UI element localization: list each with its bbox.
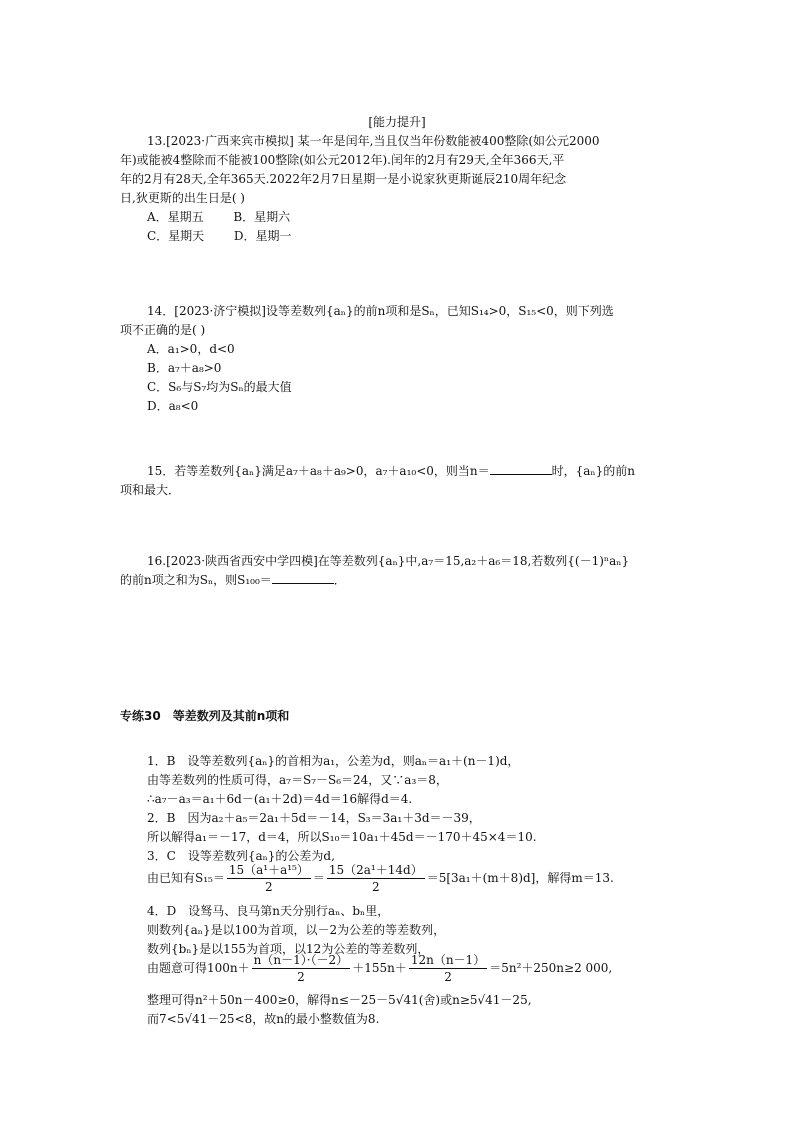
- q14-option-a: A．a₁>0，d<0: [147, 342, 235, 356]
- q15-line-1: 15．若等差数列{aₙ}满足a₇＋a₈＋a₉>0，a₇＋a₁₀<0，则当n＝ 时，{aₙ}的前n: [147, 464, 635, 478]
- q13-line-4: 日,狄更斯的出生日是( ): [120, 191, 245, 205]
- q14-line-1: 14．[2023·济宁模拟]设等差数列{aₙ}的前n项和是Sₙ，已知S₁₄>0，S₁₅<0，则下列选: [147, 304, 614, 318]
- answer-2-line-1: 2．B 因为a₂＋a₅＝2a₁＋5d＝－14，S₃＝3a₁＋3d＝－39，: [147, 811, 481, 825]
- answer-4-line-3: 数列{bₙ}是以155为首项，以12为公差的等差数列，: [147, 942, 430, 956]
- answers-title: 专练30 等差数列及其前n项和: [120, 709, 290, 723]
- answer-4-line-1: 4．D 设驽马、良马第n天分别行aₙ、bₙ里，: [147, 904, 390, 918]
- answer-1-line-2: 由等差数列的性质可得，a₇＝S₇－S₆＝24，又∵a₃＝8，: [147, 773, 448, 787]
- answer-3-fraction-1: $\frac{\text{15（a¹＋a¹⁵）}}{2}$: [228, 863, 309, 894]
- q16-line-1: 16.[2023·陕西省西安中学四模]在等差数列{aₙ}中,a₇＝15,a₂＋a₆＝18,若数列{(－1)ⁿaₙ}: [147, 554, 630, 568]
- q14-option-b: B．a₇＋a₈>0: [147, 361, 222, 375]
- q13-line-3: 年的2月有28天,全年365天.2022年2月7日星期一是小说家狄更斯诞辰210周年纪念: [120, 172, 567, 186]
- answer-1-line-3: ∴a₇－a₃＝a₁＋6d－(a₁＋2d)＝4d＝16解得d＝4.: [147, 792, 413, 806]
- q13-line-2: 年)或能被4整除而不能被100整除(如公元2012年).闰年的2月有29天,全年366天,平: [120, 153, 565, 167]
- answer-4-formula: 由题意可得100n＋ $\frac{n(n-1)\cdot(-2)}{2}$ ＋155n＋ $\frac{12n(n-1)}{2}$ ＝5n²＋250n≥2 000,: [147, 953, 613, 984]
- answer-4-line-2: 则数列{aₙ}是以100为首项，以－2为公差的等差数列，: [147, 923, 446, 937]
- q13-options-row-1: [147, 208, 290, 227]
- q14-option-c: C．S₆与S₇均为Sₙ的最大值: [147, 380, 292, 394]
- answer-4-fraction-1: $\frac{n(n-1)\cdot(-2)}{2}$: [253, 953, 349, 984]
- q15-answer-blank[interactable]: [490, 462, 552, 475]
- answer-1-line-1: 1．B 设等差数列{aₙ}的首相为a₁，公差为d，则aₙ＝a₁＋(n－1)d，: [147, 754, 520, 768]
- answer-3-formula: 由已知有S₁₅＝ $\frac{\text{15（a¹＋a¹⁵）}}{2}$ ＝ $\frac{\text{15（2a¹＋14d）}}{2}$ ＝5[3a₁＋(m＋8)d]，解得m＝13.: [147, 863, 614, 894]
- answer-3-line-1: 3．C 设等差数列{aₙ}的公差为d,: [147, 849, 335, 863]
- answer-4-fraction-2: $\frac{12n(n-1)}{2}$: [410, 953, 486, 984]
- q16-line-2: 的前n项之和为Sₙ，则S₁₀₀＝ ．: [120, 573, 346, 587]
- answer-4-line-6: 而7<5√41－25<8，故n的最小整数值为8.: [147, 1012, 380, 1026]
- q13-option-a: A．星期五: [147, 210, 204, 224]
- section-heading: [能力提升]: [368, 115, 426, 129]
- q13-option-b: B．星期六: [233, 210, 291, 224]
- q13-option-c: C．星期天: [147, 229, 205, 243]
- q16-answer-blank[interactable]: [272, 571, 334, 584]
- q15-line-2: 项和最大．: [120, 483, 181, 497]
- answer-2-line-2: 所以解得a₁＝－17，d＝4，所以S₁₀＝10a₁＋45d＝－170＋45×4＝10.: [147, 830, 537, 844]
- q13-options-row-2: [147, 227, 291, 246]
- q13-line-1: 13.[2023·广西来宾市模拟] 某一年是闰年,当且仅当年份数能被400整除(如公元2000: [147, 134, 600, 148]
- answer-4-line-5: 整理可得n²＋50n－400≥0，解得n≤－25－5√41(舍)或n≥5√41－25,: [147, 993, 532, 1007]
- q14-line-2: 项不正确的是( ): [120, 323, 206, 337]
- answer-3-fraction-2: $\frac{\text{15（2a¹＋14d）}}{2}$: [328, 863, 423, 894]
- q14-option-d: D．a₈<0: [147, 399, 199, 413]
- q13-option-d: D．星期一: [233, 229, 292, 243]
